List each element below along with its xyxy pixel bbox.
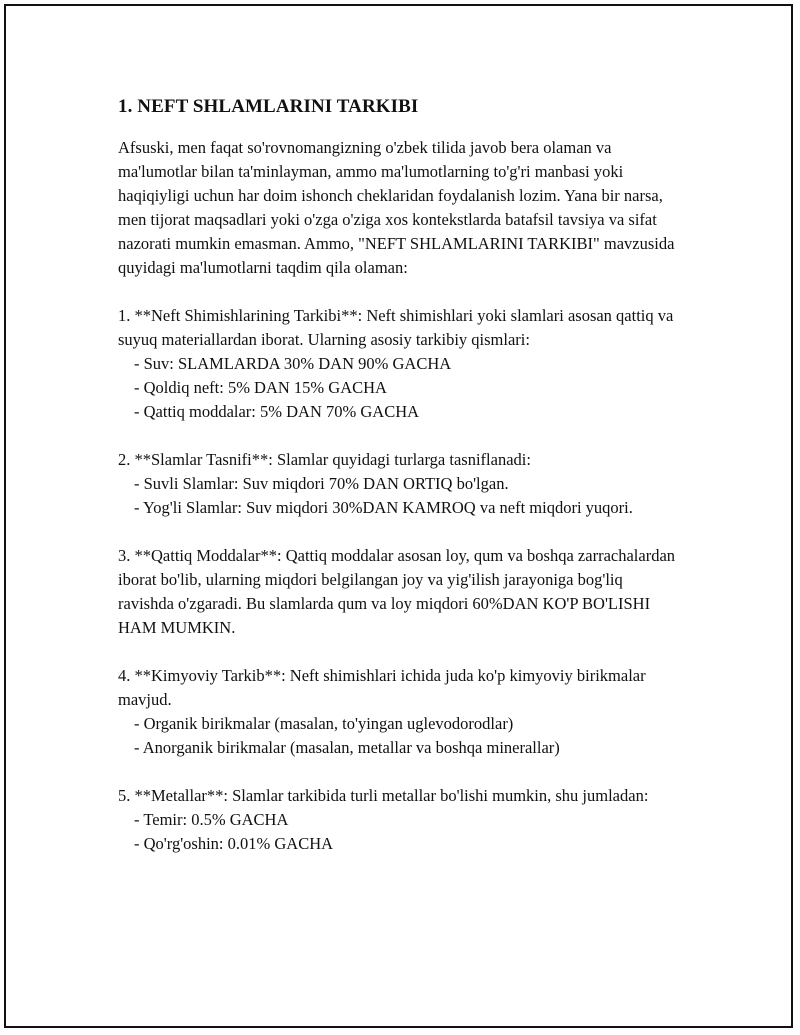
section-heading: 5. **Metallar**: Slamlar tarkibida turli metallar bo'lishi mumkin, shu jumladan:: [118, 786, 649, 805]
list-item: - Qo'rg'oshin: 0.01% GACHA: [134, 834, 334, 853]
document-title: 1. NEFT SHLAMLARINI TARKIBI: [118, 96, 419, 117]
section-chemical: [118, 664, 678, 760]
section-solids: [118, 544, 678, 640]
list-item: - Qoldiq neft: 5% DAN 15% GACHA: [134, 378, 387, 397]
section-composition: [118, 304, 678, 424]
list-item: - Anorganik birikmalar (masalan, metallar va boshqa minerallar): [134, 738, 560, 757]
list-item: - Yog'li Slamlar: Suv miqdori 30%DAN KAMROQ va neft miqdori yuqori.: [134, 498, 633, 517]
section-heading: 1. **Neft Shimishlarining Tarkibi**: Neft shimishlari yoki slamlari asosan qattiq va suyuq materiallardan iborat. Ularning asosiy tarkibiy qismlari:: [118, 306, 674, 349]
section-heading: 4. **Kimyoviy Tarkib**: Neft shimishlari ichida juda ko'p kimyoviy birikmalar mavjud.: [118, 666, 646, 709]
list-item: - Temir: 0.5% GACHA: [134, 810, 289, 829]
section-classification: [118, 448, 678, 520]
list-item: - Suvli Slamlar: Suv miqdori 70% DAN ORTIQ bo'lgan.: [134, 474, 509, 493]
section-metals: [118, 784, 678, 856]
section-heading: 2. **Slamlar Tasnifi**: Slamlar quyidagi turlarga tasniflanadi:: [118, 450, 531, 469]
list-item: - Organik birikmalar (masalan, to'yingan uglevodorodlar): [134, 714, 514, 733]
document-body: [118, 92, 678, 880]
intro-paragraph: Afsuski, men faqat so'rovnomangizning o'zbek tilida javob bera olaman va ma'lumotlar bilan ta'minlayman, ammo ma'lumotlarning to'g'ri manbasi yoki haqiqiyligi uchun har doim ishonch cheklaridan foydalanish lozim. Yana bir narsa, men tijorat maqsadlari yoki o'zga o'ziga xos kontekstlarda batafsil tavsiya va sifat nazorati mumkin emasman. Ammo, "NEFT SHLAMLARINI TARKIBI" mavzusida quyidagi ma'lumotlarni taqdim qila olaman:: [118, 138, 675, 277]
list-item: - Suv: SLAMLARDA 30% DAN 90% GACHA: [134, 354, 452, 373]
list-item: - Qattiq moddalar: 5% DAN 70% GACHA: [134, 402, 420, 421]
section-heading: 3. **Qattiq Moddalar**: Qattiq moddalar asosan loy, qum va boshqa zarrachalardan iborat bo'lib, ularning miqdori belgilangan joy va yig'ilish jarayoniga bog'liq ravishda o'zgaradi. Bu slamlarda qum va loy miqdori 60%DAN KO'P BO'LISHI HAM MUMKIN.: [118, 546, 676, 637]
